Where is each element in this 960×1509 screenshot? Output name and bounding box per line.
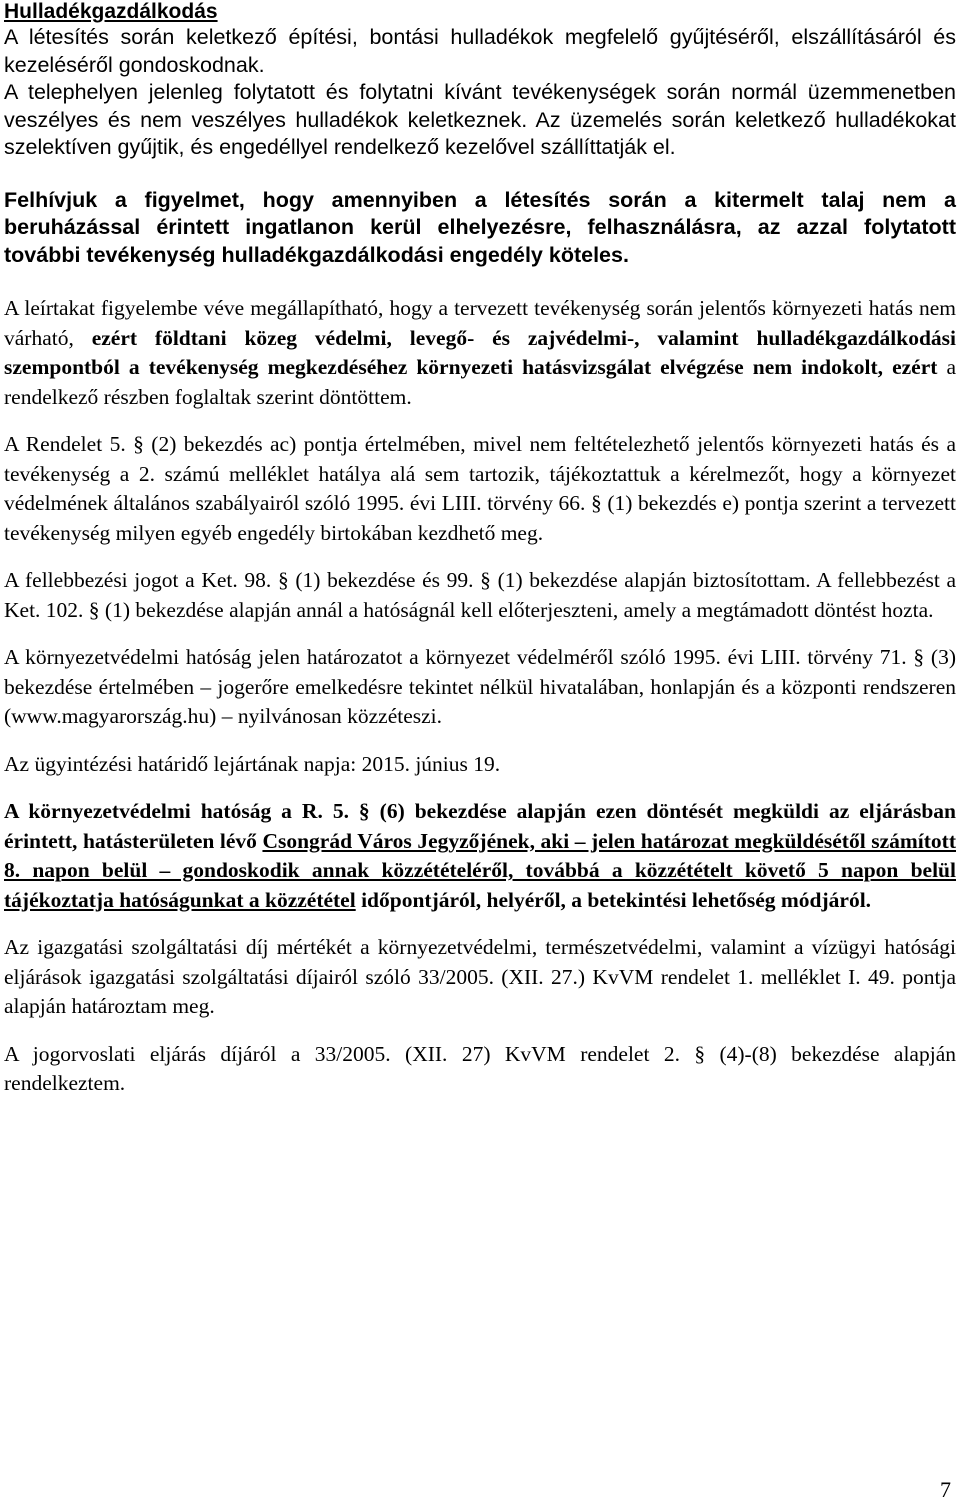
paragraph-conclusion: [4, 294, 956, 412]
paragraph-operational-waste: A telephelyen jelenleg folytatott és folytatni kívánt tevékenységek során normál üzemmenetben veszélyes és nem veszélyes hulladékok keletkeznek. Az üzemelés során keletkező hulladékokat szelektíven gyűjtik, és engedéllyel rendelkező kezelővel szállíttatják el.: [4, 80, 956, 159]
conclusion-text-start: A leírtakat figyelembe véve megállapítható, hogy a tervezett tevékenység során jelentős környezeti hatás nem várható,: [4, 296, 956, 350]
paragraph-service-fee: Az igazgatási szolgáltatási díj mértékét a környezetvédelmi, természetvédelmi, valamint a vízügyi hatósági eljárások igazgatási szolgáltatási díjairól szóló 33/2005. (XII. 27.) KvVM rendelet 1. melléklet I. 49. pontja alapján határoztam meg.: [4, 935, 956, 1018]
section-title: Hulladékgazdálkodás: [4, 0, 218, 23]
notification-text-end: időpontjáról, helyéről, a betekintési lehetőség módjáról.: [355, 887, 872, 912]
paragraph-soil-notice: Felhívjuk a figyelmet, hogy amennyiben a létesítés során a kitermelt talaj nem a beruházással érintett ingatlanon kerül elhelyezésre, felhasználásra, az azzal folytatott további tevékenység hulladékgazdálkodási engedély köteles.: [4, 187, 956, 267]
conclusion-bold-text: ezért földtani közeg védelmi, levegő- és zajvédelmi-, valamint hulladékgazdálkodási szempontból a tevékenység megkezdéséhez környezeti hatásvizsgálat elvégzése nem indokolt, ezért: [4, 325, 956, 379]
paragraph-publication: A környezetvédelmi hatóság jelen határozatot a környezet védelméről szóló 1995. évi LIII. törvény 71. § (3) bekezdése értelmében – jogerőre emelkedésre tekintet nélkül hivatalában, honlapján és a központi rendszeren (www.magyarország.hu) – nyilvánosan közzéteszi.: [4, 645, 956, 728]
paragraph-notification: [4, 797, 956, 915]
notification-text-start: A környezetvédelmi hatóság a R. 5. § (6) bekezdése alapján ezen döntését megküldi az eljárásban érintett, hatásterületen lévő: [4, 799, 956, 853]
conclusion-text-end: a rendelkező részben foglaltak szerint döntöttem.: [4, 355, 957, 409]
page-number: 7: [940, 1477, 951, 1502]
notification-underlined-text: Csongrád Város Jegyzőjének, aki – jelen határozat megküldésétől számított 8. napon belül – gondoskodik annak közzétételéről, továbbá a közzétételt követő 5 napon belül tájékoztatja hatóságunkat a közzététel: [4, 828, 956, 912]
paragraph-remedy-fee: A jogorvoslati eljárás díjáról a 33/2005. (XII. 27) KvVM rendelet 2. § (4)-(8) bekezdése alapján rendelkeztem.: [4, 1041, 956, 1095]
document-page: [4, 0, 956, 1099]
paragraph-appeal-right: A fellebbezési jogot a Ket. 98. § (1) bekezdése és 99. § (1) bekezdése alapján biztosítottam. A fellebbezést a Ket. 102. § (1) bekezdése alapján annál a hatóságnál kell előterjeszteni, amely a megtámadott döntést hozta.: [4, 568, 956, 622]
paragraph-construction-waste: A létesítés során keletkező építési, bontási hulladékok megfelelő gyűjtéséről, elszállításáról és kezeléséről gondoskodnak.: [4, 25, 956, 77]
paragraph-rendelet: A Rendelet 5. § (2) bekezdés ac) pontja értelmében, mivel nem feltételezhető jelentős környezeti hatás és a tevékenység a 2. számú melléklet hatálya alá sem tartozik, tájékoztattuk a kérelmezőt, hogy a környezet védelmének általános szabályairól szóló 1995. évi LIII. törvény 66. § (1) bekezdés e) pontja szerint a tervezett tevékenység milyen egyéb engedély birtokában kezdhető meg.: [4, 432, 956, 545]
paragraph-deadline: Az ügyintézési határidő lejártának napja: 2015. június 19.: [4, 751, 501, 776]
